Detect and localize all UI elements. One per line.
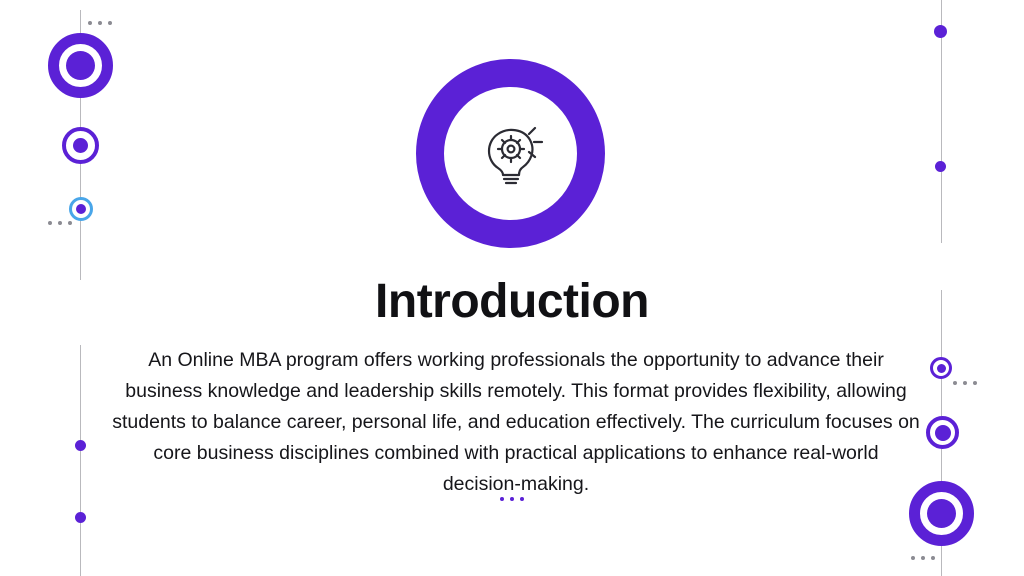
decorative-dot-large-left xyxy=(66,51,95,80)
decorative-dot-left-lower-b xyxy=(75,512,86,523)
decorative-dot-left-lower-a xyxy=(75,440,86,451)
decorative-dot-medium-right xyxy=(935,425,951,441)
page-title: Introduction xyxy=(375,275,649,328)
decorative-dots-left-lower xyxy=(48,221,72,225)
decorative-dots-top-left xyxy=(88,21,112,25)
decorative-dot-large-right xyxy=(927,499,956,528)
decorative-dot-medium-left xyxy=(73,138,88,153)
body-paragraph: An Online MBA program offers working professionals the opportunity to advance their business knowledge and leadership skills remotely. This format provides flexibility, allowing students to balance career, personal life, and education effectively. The curriculum focuses on core business disciplines combined with practical applications to enhance real-world decision-making. xyxy=(112,349,920,495)
decorative-line-left-bottom xyxy=(80,345,81,576)
decorative-dots-right-middle xyxy=(953,381,977,385)
decorative-dot-right-top xyxy=(934,25,947,38)
decorative-dot-small-left xyxy=(76,204,86,214)
decorative-dot-right-upper xyxy=(935,161,946,172)
decorative-dots-right-bottom xyxy=(911,556,935,560)
lightbulb-gear-icon xyxy=(472,114,552,194)
decorative-dot-small-right xyxy=(937,364,946,373)
